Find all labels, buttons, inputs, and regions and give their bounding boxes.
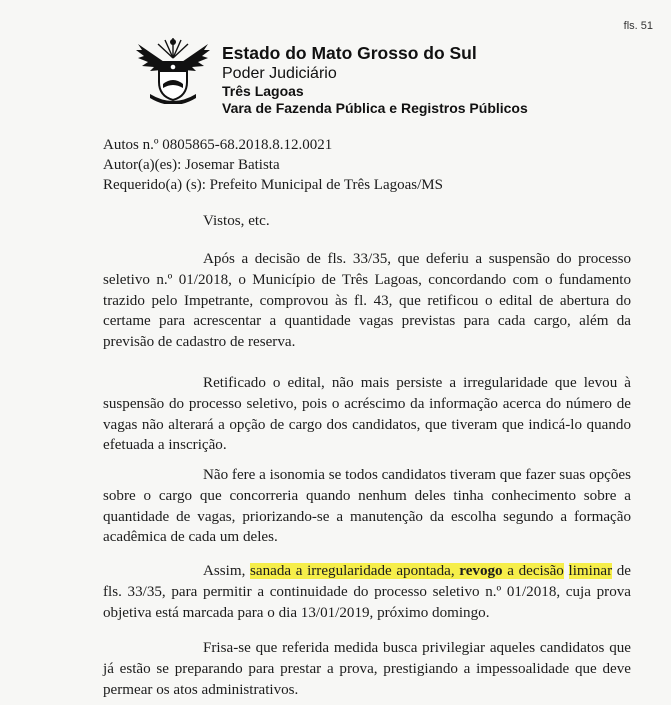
greeting-text: Vistos, etc. — [203, 213, 270, 229]
highlight-liminar: liminar — [568, 563, 613, 579]
paragraph-2-text: Retificado o edital, não mais persiste a irregularidade que levou à suspensão do processo seletivo, pois o acréscimo da informação acerca do número de vagas não alterará a opção de cargo dos candidatos, que tiveram que indicá-lo quando efetuada a inscrição. — [103, 375, 631, 454]
paragraph-4-pre: Assim, — [203, 563, 251, 579]
paragraph-1 — [103, 249, 631, 353]
case-number: Autos n.º 0805865-68.2018.8.12.0021 — [103, 137, 333, 153]
defendant: Requerido(a) (s): Prefeito Municipal de Três Lagoas/MS — [103, 177, 443, 193]
letterhead — [222, 43, 528, 117]
paragraph-1-text: Após a decisão de fls. 33/35, que deferiu a suspensão do processo seletivo n.º 01/2018, o Município de Três Lagoas, concordando com o fundamento trazido pelo Impetrante, comprovou às fl. 43, que retificou o edital de abertura do certame para acrescentar a quantidade vagas previstas para cada cargo, além da previsão de cadastro de reserva. — [103, 251, 631, 351]
city-name: Três Lagoas — [222, 83, 304, 99]
highlight-decisao: a decisão — [502, 563, 564, 579]
court-name: Vara de Fazenda Pública e Registros Públicos — [222, 100, 528, 116]
paragraph-4-post: de fls. 33/35, para permitir a continuidade do processo seletivo n.º 01/2018, cuja prova objetiva está marcada para o dia 13/01/2019, próximo domingo. — [103, 563, 631, 621]
greeting — [103, 211, 631, 232]
paragraph-3-text: Não fere a isonomia se todos candidatos tiveram que fazer suas opções sobre o cargo que concorreria quando nenhum deles tinha conhecimento sobre a quantidade de vagas, priorizando-se a manutenção da escolha segundo a formação acadêmica de cada um deles. — [103, 467, 631, 546]
highlight-revogo: revogo — [459, 563, 503, 579]
page-number: fls. 51 — [623, 20, 653, 32]
paragraph-5 — [103, 638, 631, 700]
paragraph-2 — [103, 373, 631, 456]
paragraph-4 — [103, 561, 631, 623]
plaintiff: Autor(a)(es): Josemar Batista — [103, 157, 280, 173]
state-coat-of-arms-icon — [134, 36, 212, 104]
state-name: Estado do Mato Grosso do Sul — [222, 43, 477, 63]
case-info — [103, 135, 443, 195]
highlight-sanada: sanada a irregularidade apontada, — [250, 563, 460, 579]
paragraph-3 — [103, 465, 631, 548]
paragraph-5-text: Frisa-se que referida medida busca privilegiar aqueles candidatos que já estão se preparando para prestar a prova, prestigiando a impessoalidade que deve permear os atos administrativos. — [103, 640, 631, 698]
branch-name: Poder Judiciário — [222, 65, 337, 82]
